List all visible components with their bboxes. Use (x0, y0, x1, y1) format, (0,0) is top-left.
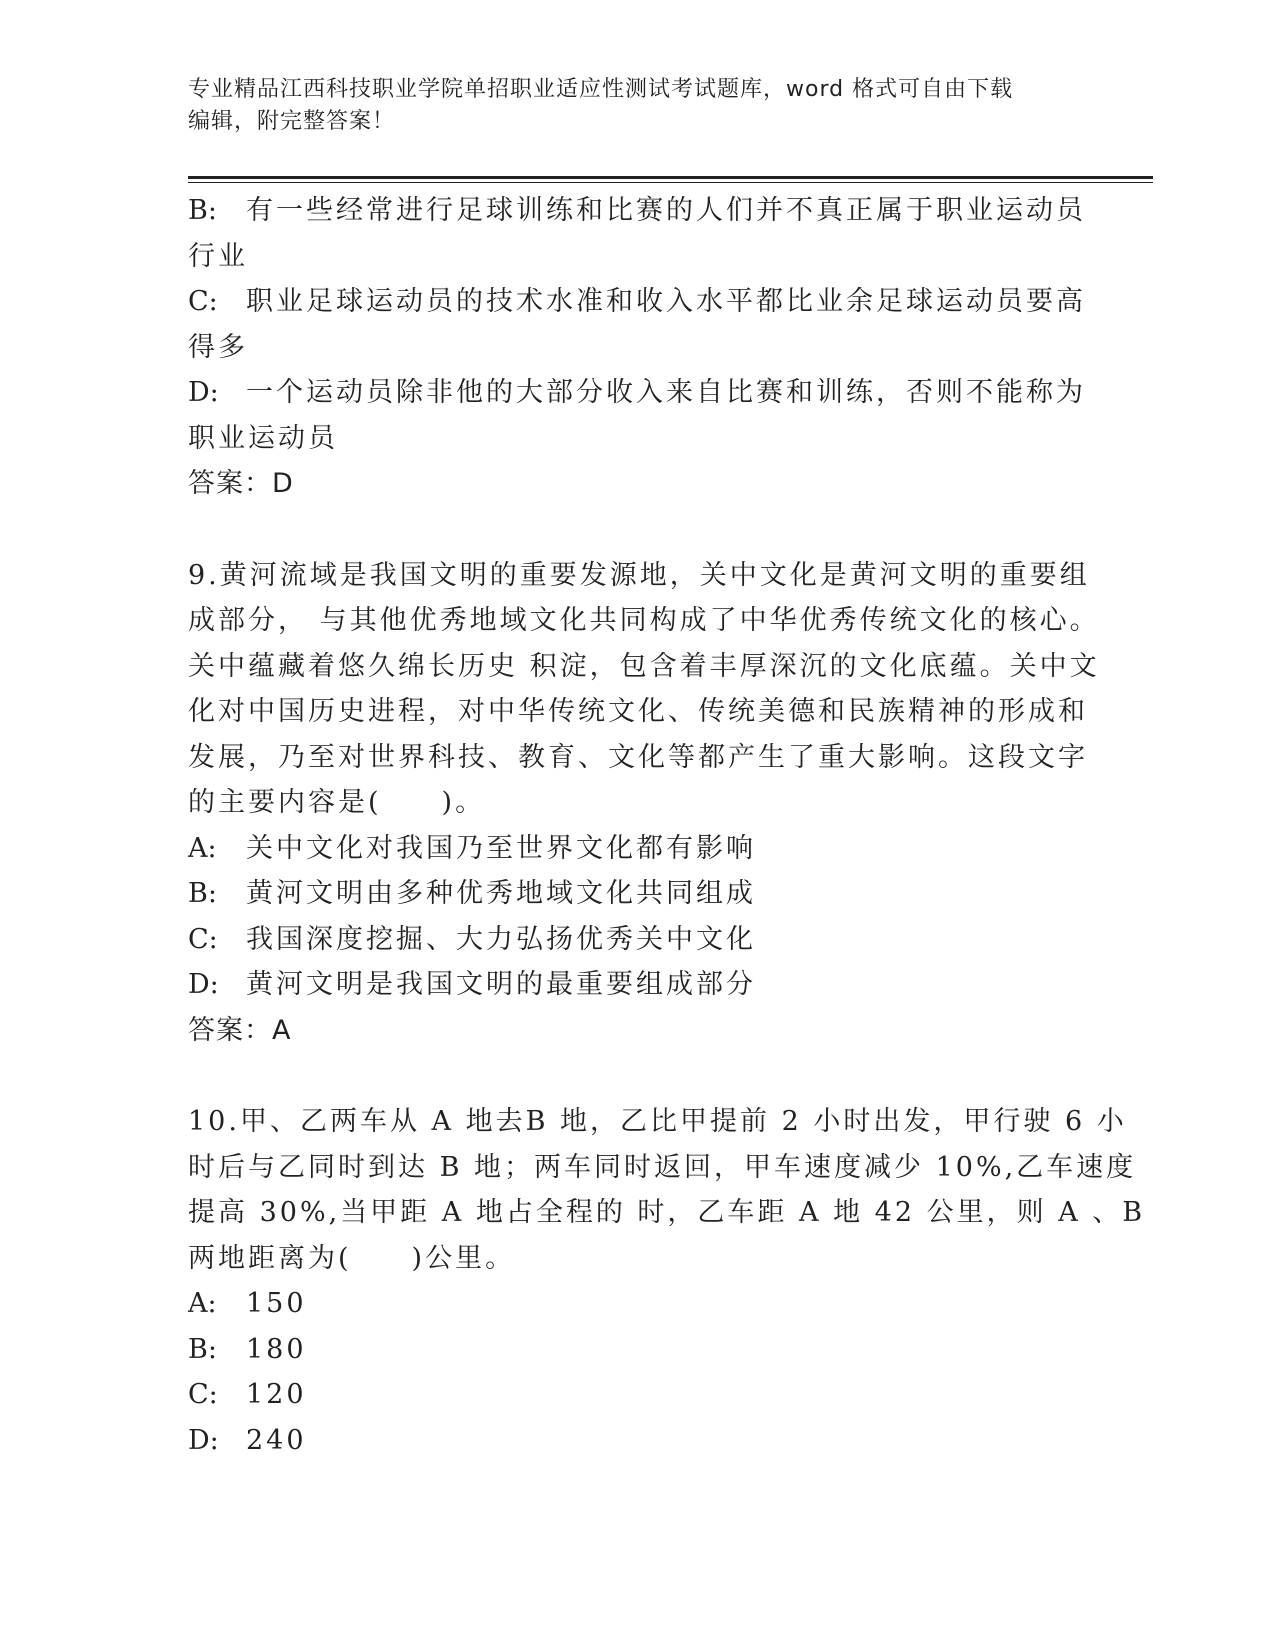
option-key: D: (188, 377, 219, 408)
q9-stem-line: 关中蕴藏着悠久绵长历史 积淀，包含着丰厚深沉的文化底蕴。关中文 (188, 650, 1100, 682)
q10-stem-line: 两地距离为( )公里。 (188, 1242, 516, 1274)
option-text: 150 (246, 1288, 307, 1319)
option-key: C: (188, 286, 218, 317)
option-key: C: (188, 1379, 218, 1410)
document-body (188, 188, 1146, 1463)
q10-option-b (188, 1327, 1088, 1373)
q9-option-c (188, 917, 1088, 963)
header-line-1: 专业精品江西科技职业学院单招职业适应性测试考试题库，word 格式可自由下载 (188, 77, 1014, 102)
option-key: B: (188, 195, 217, 226)
option-text: 240 (246, 1424, 307, 1456)
q9-option-a (188, 826, 1088, 872)
option-text: 一个运动员除非他的大部分收入来自比赛和训练，否则不能称为 (246, 377, 1086, 408)
question-10 (188, 1099, 1146, 1463)
option-key: B: (188, 878, 217, 909)
option-key: D: (188, 969, 219, 1000)
question-9 (188, 553, 1100, 1054)
q8-option-d (188, 370, 1088, 416)
q9-answer: 答案：A (188, 1014, 292, 1046)
header-rule-thin (188, 182, 1153, 183)
q8-option-c (188, 279, 1088, 325)
q8-option-b (188, 188, 1088, 234)
option-text: 黄河文明是我国文明的最重要组成部分 (246, 969, 756, 1000)
q8-answer: 答案：D (188, 468, 294, 499)
header-rule-thick (188, 176, 1153, 179)
option-key: D: (188, 1424, 219, 1456)
question-8 (188, 188, 1088, 507)
option-key: A: (188, 832, 217, 864)
option-text-continued: 行业 (188, 240, 248, 272)
option-text: 职业足球运动员的技术水准和收入水平都比业余足球运动员要高 (246, 286, 1086, 317)
q10-stem-line: 提高 30%,当甲距 A 地占全程的 时，乙车距 A 地 42 公里，则 A 、B (188, 1197, 1146, 1228)
option-text: 关中文化对我国乃至世界文化都有影响 (246, 832, 756, 864)
q9-stem-line: 的主要内容是( )。 (188, 787, 486, 818)
option-key: C: (188, 923, 218, 955)
option-text: 有一些经常进行足球训练和比赛的人们并不真正属于职业运动员 (246, 195, 1086, 226)
spacer (188, 1053, 1088, 1099)
option-text: 我国深度挖掘、大力弘扬优秀关中文化 (246, 923, 756, 955)
q10-stem-line: 10.甲、乙两车从 A 地去B 地，乙比甲提前 2 小时出发，甲行驶 6 小 (188, 1106, 1127, 1137)
header-line-2: 编辑，附完整答案！ (188, 109, 396, 134)
q9-stem-line: 发展，乃至对世界科技、教育、文化等都产生了重大影响。这段文字 (188, 741, 1088, 773)
option-text: 黄河文明由多种优秀地域文化共同组成 (246, 878, 756, 909)
q10-stem-line: 时后与乙同时到达 B 地；两车同时返回，甲车速度减少 10%,乙车速度 (188, 1151, 1137, 1183)
q9-option-d (188, 962, 1088, 1008)
option-key: B: (188, 1333, 217, 1365)
q9-stem-line: 9.黄河流域是我国文明的重要发源地，关中文化是黄河文明的重要组 (188, 559, 1090, 591)
q10-option-a (188, 1281, 1088, 1327)
spacer (188, 507, 1088, 553)
option-text: 180 (246, 1333, 307, 1365)
q9-option-b (188, 871, 1088, 917)
option-text: 120 (246, 1379, 307, 1410)
option-text-continued: 职业运动员 (188, 422, 338, 454)
option-key: A: (188, 1288, 217, 1319)
q10-option-d (188, 1418, 1088, 1464)
q9-stem-line: 成部分， 与其他优秀地域文化共同构成了中华优秀传统文化的核心。 (188, 605, 1100, 636)
page-header (188, 74, 1088, 138)
q10-option-c (188, 1372, 1088, 1418)
option-text-continued: 得多 (188, 331, 248, 363)
q9-stem-line: 化对中国历史进程，对中华传统文化、传统美德和民族精神的形成和 (188, 696, 1088, 727)
